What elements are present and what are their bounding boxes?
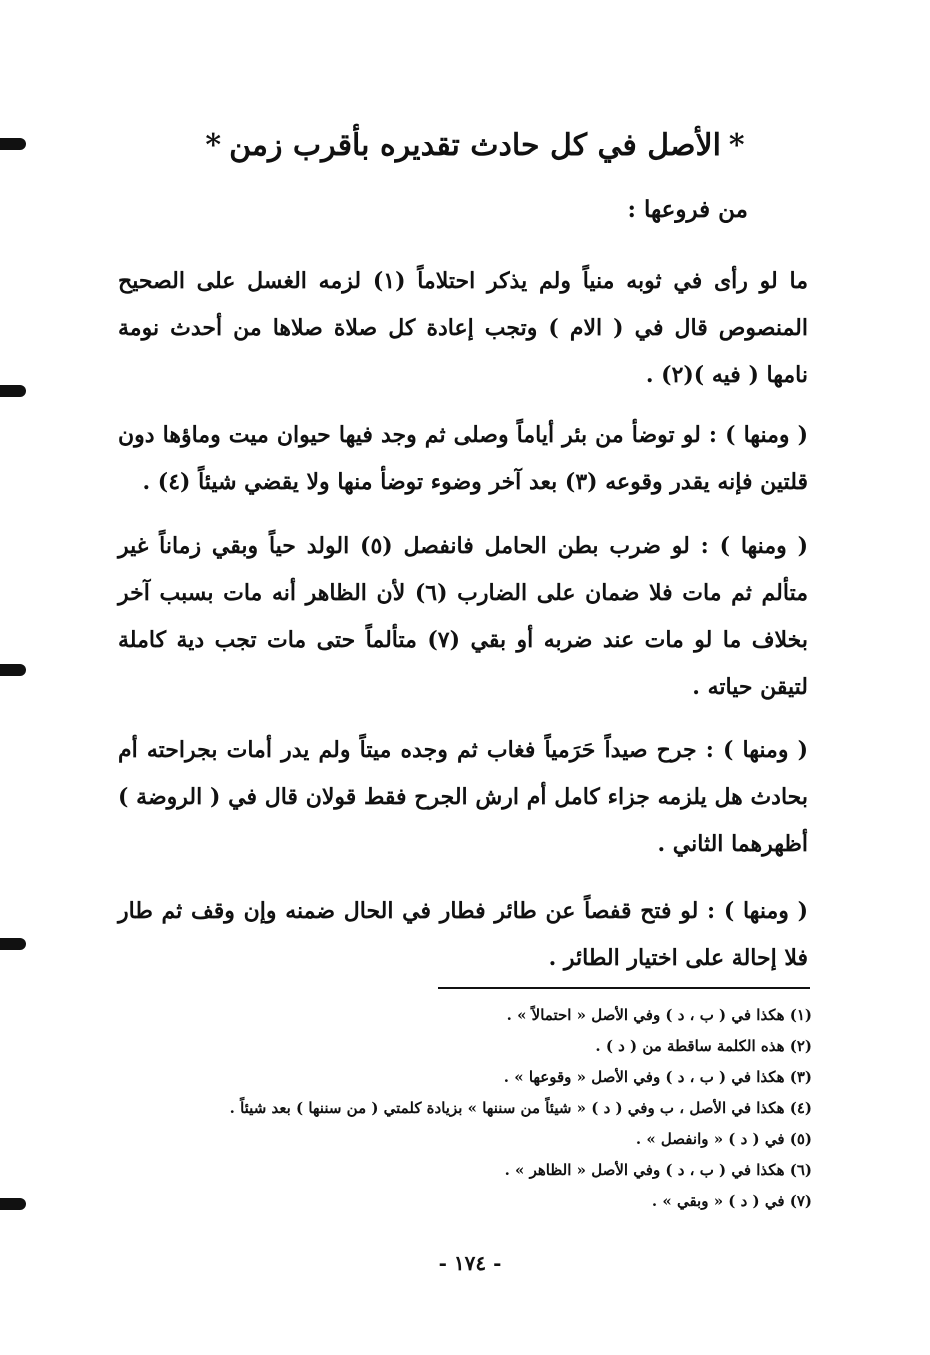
page-number: - ١٧٤ - bbox=[438, 1251, 502, 1275]
heading-title: الأصل في كل حادث تقديره بأقرب زمن bbox=[229, 128, 721, 163]
intro-line: من فروعها : bbox=[627, 196, 748, 223]
star-ornament-icon: * bbox=[728, 128, 745, 163]
star-ornament-icon: * bbox=[205, 128, 222, 163]
footnotes bbox=[140, 1000, 812, 1217]
scan-edge-mark bbox=[0, 938, 26, 950]
paragraph: ما لو رأى في ثوبه منياً ولم يذكر احتلاماً (١) لزمه الغسل على الصحيح المنصوص قال في ( الام ) وتجب إعادة كل صلاة صلاها من أحدث نومة نامها ( فيه )(٢) . bbox=[118, 268, 808, 388]
scan-edge-mark bbox=[0, 385, 26, 397]
paragraph: ( ومنها ) : لو فتح قفصاً عن طائر فطار في الحال ضمنه وإن وقف ثم طار فلا إحالة على اختيار الطائر . bbox=[118, 898, 808, 971]
footnote: (٢) هذه الكلمة ساقطة من ( د ) . bbox=[595, 1037, 812, 1055]
scan-edge-mark bbox=[0, 1198, 26, 1210]
footnote: (٣) هكذا في ( ب ، د ) وفي الأصل « وقوعها » . bbox=[503, 1068, 812, 1086]
footnote: (٤) هكذا في الأصل ، ب وفي ( د ) « شيئاً من سننها » بزيادة كلمتي ( من سننها ) بعد شيئاً . bbox=[229, 1099, 812, 1117]
footnote-divider bbox=[438, 987, 810, 989]
paragraph: ( ومنها ) : لو ضرب بطن الحامل فانفصل (٥) الولد حياً وبقي زماناً غير متألم ثم مات فلا ضمان على الضارب (٦) لأن الظاهر أنه مات بسبب آخر بخلاف ما لو مات عند ضربه أو بقي (٧) متألماً حتى مات تجب دية كاملة لتيقن حياته . bbox=[118, 533, 808, 700]
footnote: (٧) في ( د ) « وبقي » . bbox=[651, 1192, 812, 1210]
footnote: (٥) في ( د ) « وانفصل » . bbox=[635, 1130, 812, 1148]
section-heading bbox=[140, 128, 810, 163]
scan-edge-mark bbox=[0, 138, 26, 150]
footnote: (١) هكذا في ( ب ، د ) وفي الأصل « احتمالاً » . bbox=[506, 1006, 812, 1024]
paragraph: ( ومنها ) : لو توضأ من بئر أياماً وصلى ثم وجد فيها حيوان ميت وماؤها دون قلتين فإنه يقدر وقوعه (٣) بعد آخر وضوء توضأ منها ولا يقضي شيئاً (٤) . bbox=[118, 422, 808, 495]
footnote: (٦) هكذا في ( ب ، د ) وفي الأصل « الظاهر » . bbox=[504, 1161, 812, 1179]
scan-edge-mark bbox=[0, 664, 26, 676]
paragraph: ( ومنها ) : جرح صيداً حَرَمياً فغاب ثم وجده ميتاً ولم يدر أمات بجراحته أم بحادث هل يلزمه جزاء كامل أم ارش الجرح فقط قولان قال في ( الروضة ) أظهرهما الثاني . bbox=[118, 737, 808, 857]
